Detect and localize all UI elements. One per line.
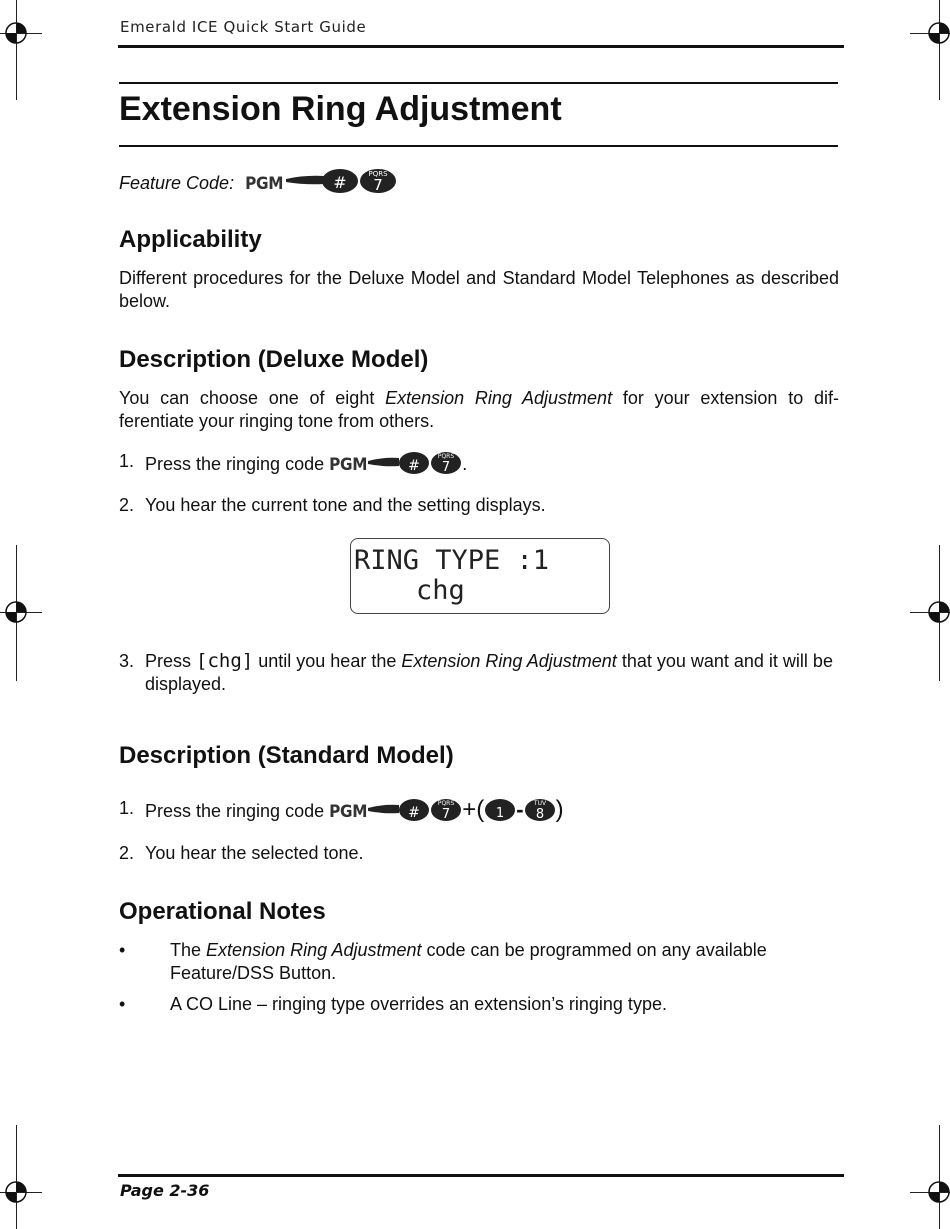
bullet-icon: •	[119, 940, 126, 960]
svg-text:8: 8	[535, 807, 544, 822]
crop-mark-line	[939, 0, 940, 100]
deluxe-step-2: 2. You hear the current tone and the setting displays.	[119, 495, 546, 515]
seven-key-label: 7	[373, 176, 383, 194]
seven-key-letters: PQRS	[368, 170, 388, 178]
one-key-icon	[484, 797, 516, 823]
step-number: 2.	[119, 495, 135, 515]
lcd-line-1: RING TYPE :1	[354, 545, 550, 576]
note-item: • The Extension Ring Adjustment code can be programmed on any available Feature/DSS Button.	[119, 940, 767, 983]
svg-text:7: 7	[442, 807, 451, 822]
operational-notes-heading: Operational Notes	[119, 898, 326, 925]
title-bottom-rule	[119, 145, 838, 147]
svg-text:#: #	[408, 805, 421, 821]
pgm-hash-7-keys-icon	[284, 167, 397, 195]
chg-softkey-label: [chg]	[196, 650, 254, 672]
pgm-hash-7-keys-icon	[367, 797, 462, 823]
pgm-key-label: PGM	[329, 455, 368, 475]
standard-step-1: 1. Press the ringing code PGM # PQRS 7 +( 1 - TUV 8 )	[119, 796, 564, 823]
registration-mark-icon	[0, 597, 34, 629]
plus-open-paren: +(	[462, 796, 485, 823]
note-item: • A CO Line – ringing type overrides an extension’s ringing type.	[119, 994, 667, 1014]
feature-code-label: Feature Code:	[119, 173, 235, 193]
range-dash: -	[516, 797, 524, 822]
svg-text:#: #	[408, 458, 421, 474]
registration-mark-icon	[0, 18, 34, 50]
hash-key-label: #	[333, 173, 347, 192]
header-rule	[118, 45, 844, 48]
lcd-line-2: chg	[416, 575, 465, 606]
deluxe-intro: You can choose one of eight Extension Ring Adjustment for your extension to dif- ferentiate your ringing tone from others.	[119, 388, 839, 431]
eight-key-icon	[524, 797, 556, 823]
pgm-key-label: PGM	[245, 174, 284, 194]
pgm-key-label: PGM	[329, 802, 368, 822]
registration-mark-icon	[0, 1177, 34, 1209]
page-number: Page 2-36	[120, 1181, 210, 1200]
running-header: Emerald ICE Quick Start Guide	[120, 18, 367, 36]
deluxe-step-3: 3. Press [chg] until you hear the Extension Ring Adjustment that you want and it will be displayed.	[119, 650, 833, 694]
feature-code-line	[119, 167, 397, 197]
svg-text:TUV: TUV	[533, 800, 546, 807]
title-top-rule	[119, 82, 838, 84]
svg-text:1: 1	[496, 806, 505, 821]
deluxe-step-1: 1. Press the ringing code PGM # PQRS 7 .	[119, 451, 468, 475]
svg-text:PQRS: PQRS	[438, 453, 455, 460]
applicability-heading: Applicability	[119, 226, 262, 253]
registration-mark-icon	[922, 18, 950, 50]
page-title: Extension Ring Adjustment	[119, 90, 562, 128]
step-number: 1.	[119, 451, 135, 471]
standard-step-2: 2. You hear the selected tone.	[119, 843, 364, 863]
close-paren: )	[555, 796, 564, 823]
applicability-text: Different procedures for the Deluxe Model and Standard Model Telephones as described below.	[119, 268, 839, 311]
step-number: 3.	[119, 651, 135, 671]
footer-rule	[118, 1174, 844, 1177]
pgm-hash-7-keys-icon	[367, 450, 462, 476]
step-number: 2.	[119, 843, 135, 863]
svg-text:7: 7	[442, 460, 451, 475]
registration-mark-icon	[922, 1177, 950, 1209]
registration-mark-icon	[922, 597, 950, 629]
lcd-display	[350, 538, 610, 614]
step-number: 1.	[119, 798, 135, 818]
deluxe-heading: Description (Deluxe Model)	[119, 346, 429, 373]
crop-mark-line	[16, 0, 17, 100]
svg-text:PQRS: PQRS	[438, 800, 455, 807]
bullet-icon: •	[119, 994, 126, 1014]
standard-heading: Description (Standard Model)	[119, 742, 454, 769]
